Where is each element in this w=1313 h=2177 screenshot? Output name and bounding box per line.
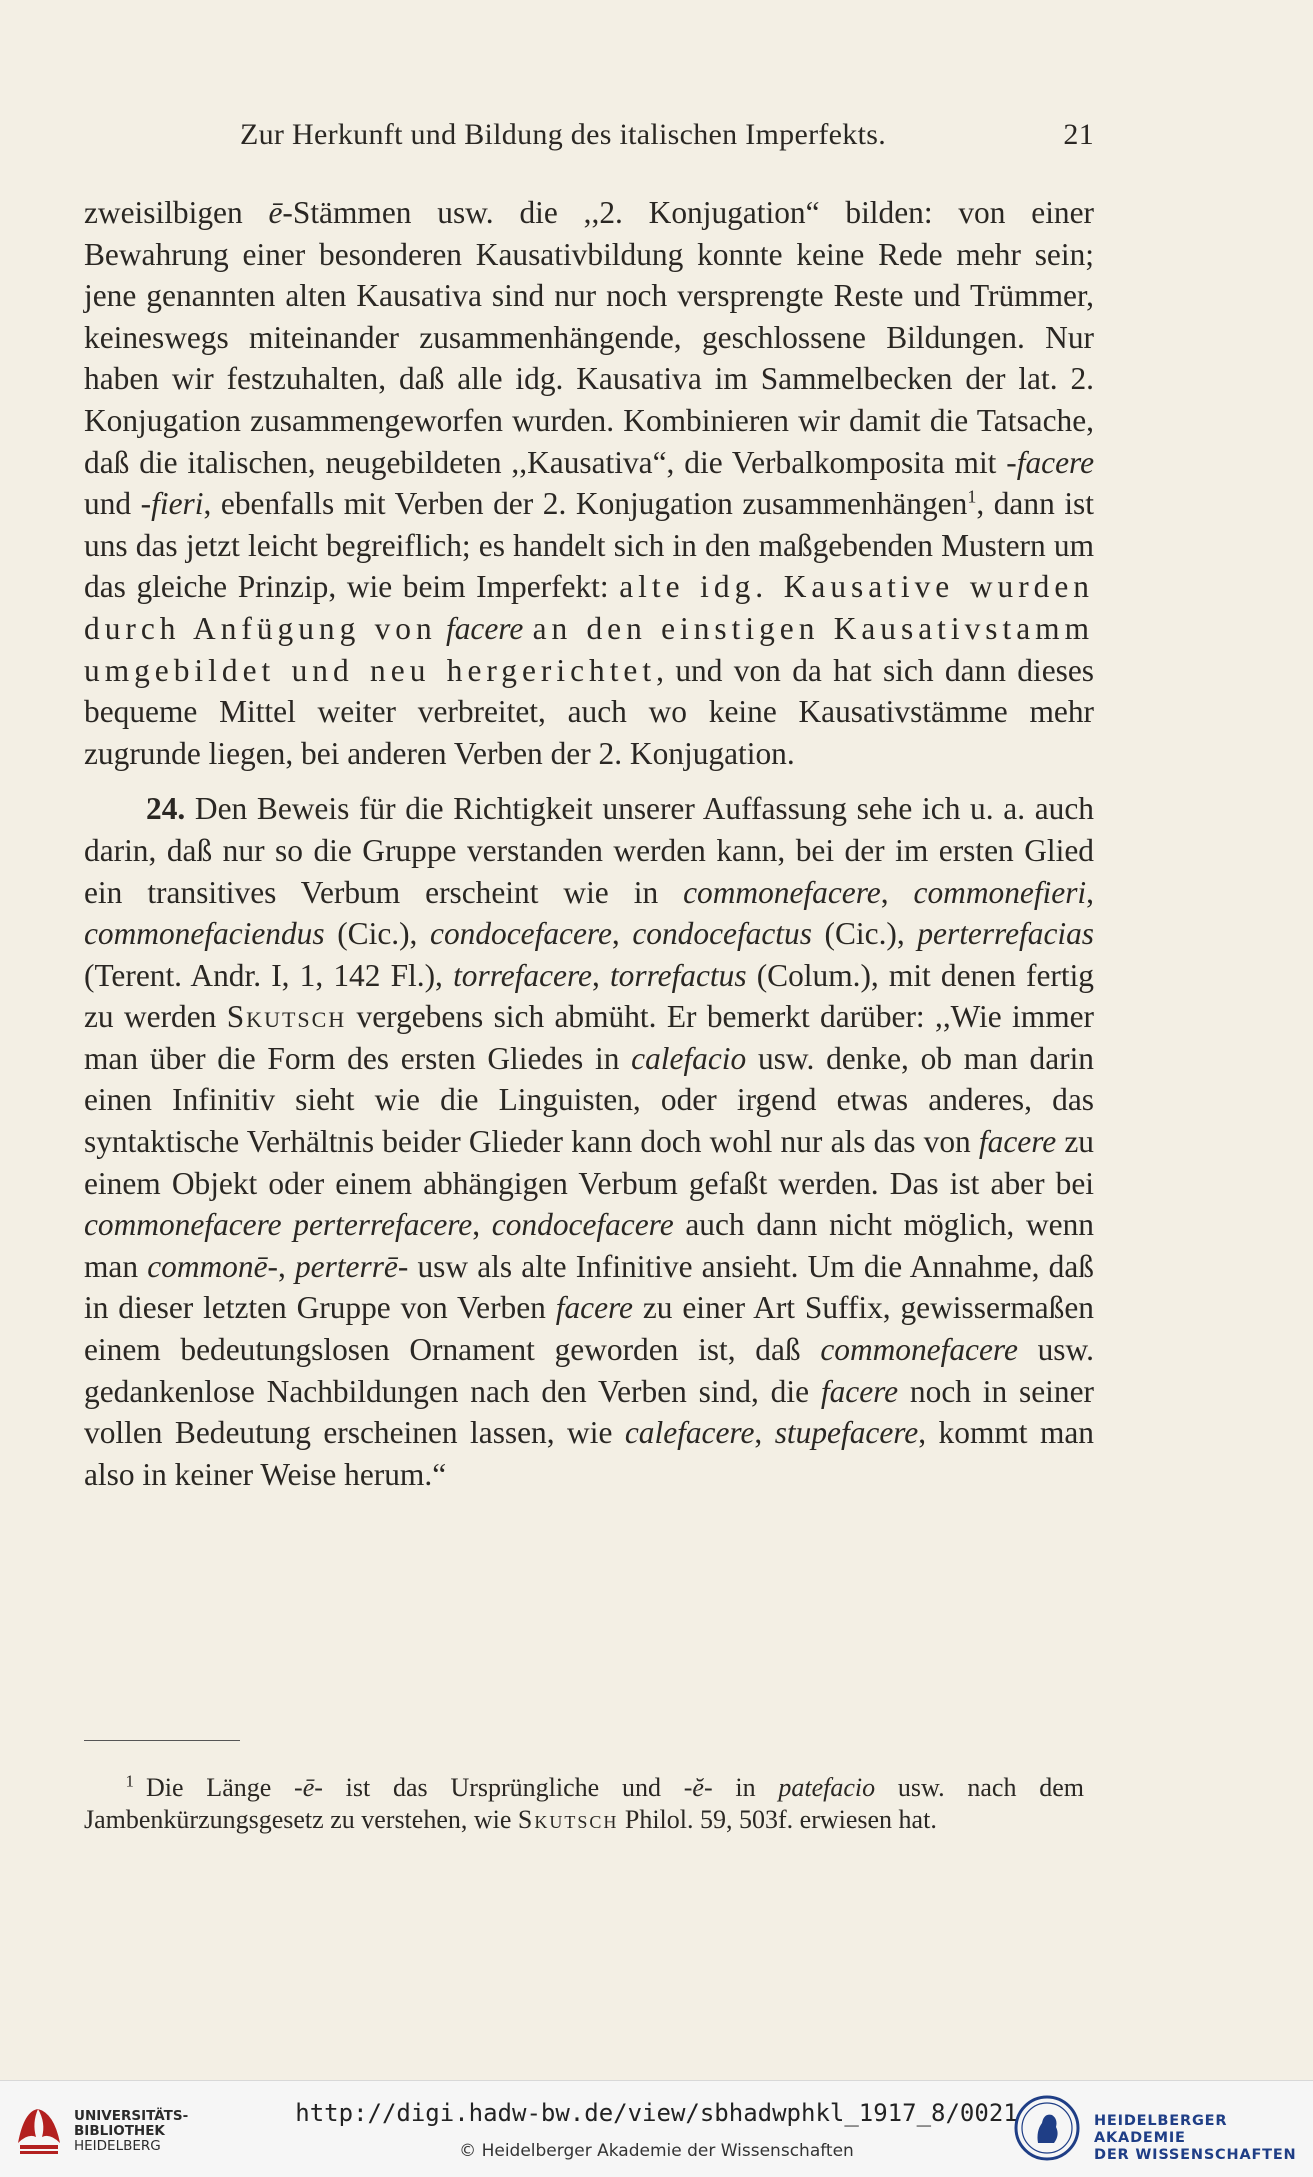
- library-name-line: HEIDELBERG: [74, 2138, 161, 2154]
- copyright-notice: © Heidelberger Akademie der Wissenschaften: [459, 2141, 854, 2161]
- text-run: , kommt man also in keiner Weise herum.“: [84, 1415, 1094, 1492]
- text-run: ,: [277, 1248, 295, 1284]
- text-run: auch dann nicht möglich, wenn man: [84, 1207, 1094, 1284]
- text-run: vergebens sich abmüht. Er bemerkt darüber: ,,Wie immer man über die Form des ersten Gliedes in: [84, 999, 1094, 1076]
- footnote: [84, 1772, 1084, 1836]
- author-name: Skutsch: [517, 1805, 619, 1834]
- italic-term: ĕ: [692, 1773, 704, 1802]
- text-run: -Stämmen usw. die ,,2. Konjugation“ bilden: von einer Bewahrung einer besonderen Kausativbildung konnte keine Rede mehr sein; jene genannten alten Kausativa sind nur noch versprengte Reste und Trümmer, keineswegs miteinander zusammenhängende, geschlossene Bildungen. Nur haben wir festzuhalten, daß alle idg. Kausativa im Sammelbecken der lat. 2. Konjugation zusammengeworfen wurden. Kombinieren wir damit die Tatsache, daß die italischen, neugebildeten ,,Kausativa“, die Verbalkomposita mit: [84, 195, 1095, 480]
- italic-term: ē: [268, 195, 283, 230]
- footnote-number: 1: [125, 1771, 134, 1791]
- text-run: Philol. 59, 503f. erwiesen hat.: [618, 1805, 937, 1834]
- italic-term: torrefacere: [453, 957, 592, 993]
- italic-term: facere: [978, 1124, 1057, 1160]
- footnote-marker: [84, 1772, 146, 1804]
- academy-name-line: DER WISSENSCHAFTEN: [1094, 2147, 1297, 2163]
- page-number: 21: [1063, 118, 1094, 151]
- text-run: usw. gedankenlose Nachbildungen nach den Verben sind, die: [84, 1332, 1094, 1409]
- text-run: , und von da hat sich dann dieses bequeme Mittel weiter verbreitet, auch wo keine Kausativstämme mehr zugrunde liegen, bei anderen Verben der 2. Konjugation.: [84, 652, 1095, 771]
- text-run: usw als alte Infinitive ansieht. Um die Annahme, daß in dieser letzten Gruppe von Verben: [84, 1248, 1094, 1326]
- italic-term: -facere: [1006, 444, 1094, 480]
- section-number: 24.: [146, 791, 186, 827]
- text-run: ,: [591, 957, 610, 993]
- text-run: , dann ist uns das jetzt leicht begreiflich; es handelt sich in den maßgebenden Mustern um das gleiche Prinzip, wie beim Imperfekt:: [84, 486, 1094, 605]
- library-name-line: UNIVERSITÄTS-: [74, 2108, 189, 2124]
- text-run: (Colum.), mit denen fertig zu werden: [84, 957, 1095, 1035]
- italic-term: calefacere: [624, 1415, 755, 1451]
- text-run: noch in seiner vollen Bedeutung erscheinen lassen, wie: [84, 1373, 1094, 1451]
- italic-term: calefacio: [631, 1040, 747, 1076]
- text-run: usw. denke, ob man darin einen Infinitiv sieht wie die Linguisten, oder irgend etwas anderes, das syntaktische Verhältnis beider Glieder kann doch wohl nur als das von: [84, 1040, 1094, 1160]
- italic-term: torrefactus: [609, 957, 747, 993]
- footnote-reference[interactable]: 1: [967, 486, 977, 507]
- running-header: [84, 118, 1094, 158]
- text-run: ,: [611, 916, 633, 952]
- italic-term: condocefacere: [430, 916, 612, 952]
- italic-term: commonefaciendus: [84, 916, 325, 952]
- italic-term: condocefactus: [632, 916, 812, 952]
- running-title: Zur Herkunft und Bildung des italischen Imperfekts.: [240, 118, 886, 151]
- text-run: zweisilbigen: [84, 195, 269, 230]
- italic-term: perterrē-: [294, 1248, 409, 1284]
- emphasized-spaced-text: alte idg. Kausative wurden durch Anfügung von: [84, 569, 1094, 646]
- emphasized-spaced-text: an den einstigen Kausativstamm umgebildet und neu hergerichtet: [84, 610, 1094, 688]
- italic-term: commonefacere perterrefacere: [84, 1207, 473, 1243]
- author-name: Skutsch: [226, 999, 347, 1035]
- text-run: , ebenfalls mit Verben der 2. Konjugation zusammenhängen: [203, 486, 968, 522]
- footnote-divider: [84, 1740, 240, 1741]
- academy-seal-icon: [1014, 2095, 1080, 2161]
- italic-term: commonefacere: [683, 874, 881, 910]
- italic-term: patefacio: [778, 1773, 876, 1802]
- italic-term: -fieri: [140, 486, 204, 522]
- italic-term: commonē-: [147, 1248, 278, 1284]
- text-run: usw. nach dem Jambenkürzungsgesetz zu verstehen, wie: [84, 1773, 1084, 1834]
- academy-name: [1094, 2113, 1313, 2164]
- library-name-line: BIBLIOTHEK: [74, 2123, 165, 2139]
- body-text: [84, 192, 1094, 1495]
- italic-term: facere: [446, 610, 524, 646]
- text-run: ,: [1086, 874, 1094, 910]
- text-run: zu einer Art Suffix, gewissermaßen einem bedeutungslosen Ornament geworden ist, daß: [84, 1290, 1094, 1368]
- text-run: ,: [880, 874, 914, 910]
- text-run: Den Beweis für die Richtigkeit unserer Auffassung sehe ich u. a. auch darin, daß nur so die Gruppe verstanden werden kann, bei der im ersten Glied ein transitives Verbum erscheint wie in: [84, 791, 1094, 910]
- italic-term: commonefacere: [820, 1332, 1018, 1368]
- viewer-footer: [0, 2080, 1313, 2177]
- text-run: Die Länge -: [146, 1773, 303, 1802]
- paragraph-2: [84, 788, 1094, 1495]
- text-run: (Cic.),: [324, 916, 431, 952]
- academy-name-line: HEIDELBERGER AKADEMIE: [1094, 2113, 1228, 2146]
- permalink-url[interactable]: http://digi.hadw-bw.de/view/sbhadwphkl_1917_8/0021: [295, 2099, 1018, 2127]
- italic-term: stupefacere: [774, 1415, 919, 1451]
- text-run: (Terent. Andr. I, 1, 142 Fl.),: [84, 957, 454, 993]
- italic-term: commonefieri: [913, 874, 1087, 910]
- italic-term: facere: [555, 1290, 633, 1326]
- paragraph-1: [84, 192, 1094, 774]
- italic-term: condocefacere: [491, 1207, 674, 1243]
- text-run: und: [84, 486, 141, 522]
- text-run: ,: [472, 1207, 492, 1243]
- italic-term: ē: [302, 1773, 315, 1802]
- italic-term: perterrefacias: [917, 916, 1095, 952]
- italic-term: facere: [820, 1373, 899, 1409]
- text-run: - in: [703, 1773, 779, 1802]
- text-run: zu einem Objekt oder einem abhängigen Verbum gefaßt werden. Das ist aber bei: [84, 1124, 1094, 1201]
- text-run: - ist das Ursprüngliche und -: [314, 1773, 693, 1802]
- text-run: ,: [754, 1415, 775, 1451]
- text-run: (Cic.),: [811, 916, 918, 952]
